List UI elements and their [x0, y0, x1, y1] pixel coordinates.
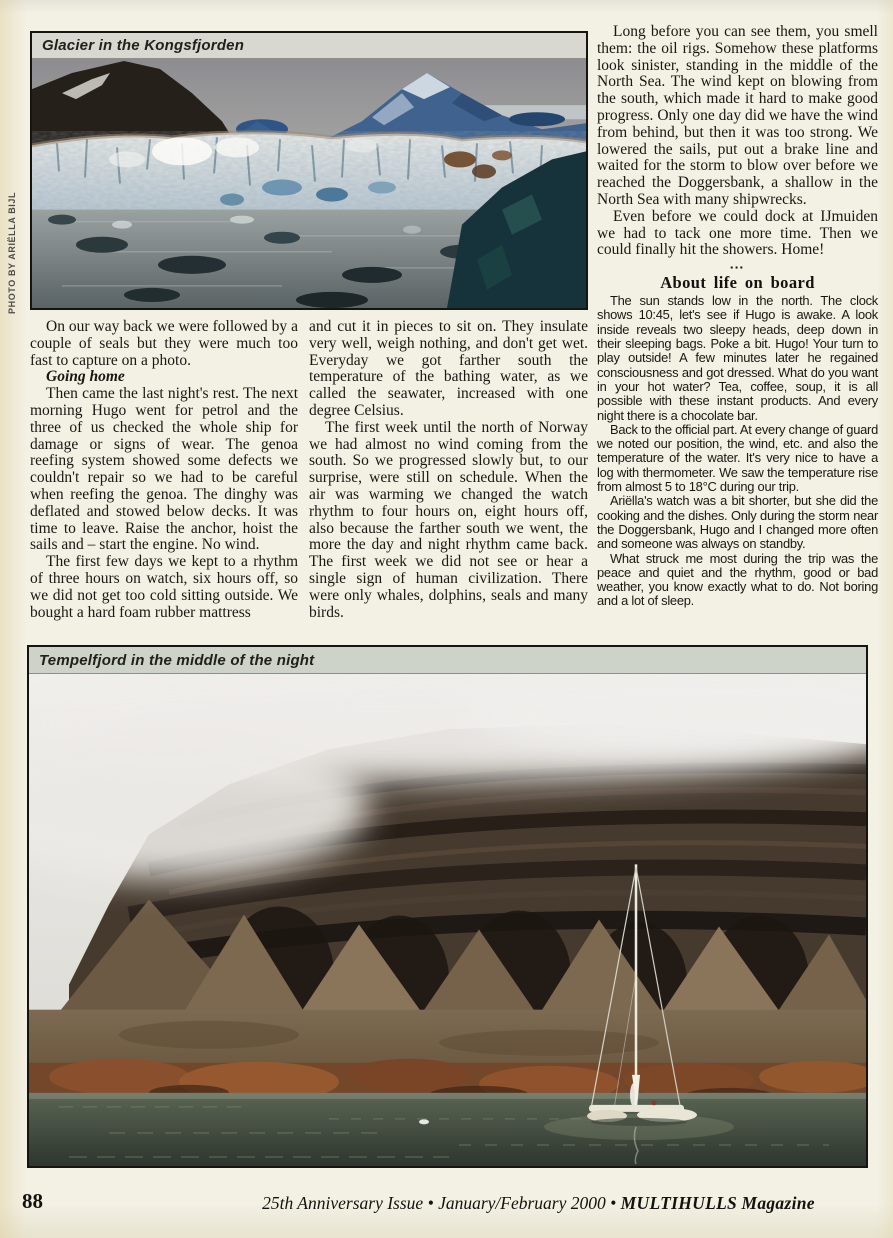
- paragraph: The first week until the north of Norway we had almost no wind coming from the south. So we progressed slowly but, to our surprise, were still on schedule. When the air was warming we changed the watch rhythm to four hours on, eight hours off, also because the farther south we went, the more the day and night rhythm came back. The first week we did not see or hear a single sign of human civilization. There were only whales, dolphins, seals and many birds.: [309, 418, 588, 621]
- column-right: [597, 24, 878, 609]
- footer-bullet: •: [427, 1193, 434, 1213]
- paragraph: Back to the official part. At every change of guard we noted our position, the wind, etc. and also the temperature of the water. It's very nice to have a log with thermometer. We saw the temperature rise from almost 5 to 18°C during our trip.: [597, 421, 878, 495]
- footer-magazine-name: MULTIHULLS: [620, 1193, 738, 1213]
- section-separator: ▪▪▪: [730, 263, 745, 273]
- paragraph: Ariëlla's watch was a bit shorter, but she did the cooking and the dishes. Only during the storm near the Doggersbank, Hugo and I changed more often and someone was always on standby.: [597, 493, 878, 552]
- footer-bullet: •: [610, 1193, 617, 1213]
- glacier-photo-illustration: [32, 59, 586, 308]
- paragraph: and cut it in pieces to sit on. They insulate very well, weigh nothing, and don't get wet. Everyday we got farther south the temperature of the bathing water, as we called the seawater, increased with one degree Celsius.: [309, 318, 588, 419]
- tempelfjord-photo-caption: Tempelfjord in the middle of the night: [29, 647, 866, 674]
- footer-magazine-word: Magazine: [741, 1193, 815, 1213]
- subheading-going-home: Going home: [46, 368, 125, 386]
- paragraph: Even before we could dock at IJmuiden we had to tack one more time. Then we could finally hit the showers. Home!: [597, 207, 878, 259]
- paragraph: The first few days we kept to a rhythm of three hours on watch, six hours off, so we did not get too cold sitting outside. We bought a hard foam rubber mattress: [30, 553, 298, 621]
- footer-issue: 25th Anniversary Issue: [262, 1193, 424, 1213]
- paragraph: The sun stands low in the north. The clock shows 10:45, let's see if Hugo is awake. A look inside reveals two sleepy heads, deep down in their sleeping bags. Poke a bit. Hugo! Your turn to play outside! A few minutes later he regained consciousness and got dressed. What do you want in your hot water? Tea, coffee, soup, it is all possible with these instant products. And every night there is a chocolate bar.: [597, 293, 878, 423]
- tempelfjord-photo-illustration: [29, 674, 866, 1166]
- glacier-photo-caption: Glacier in the Kongsfjorden: [32, 33, 586, 59]
- paragraph: Long before you can see them, you smell them: the oil rigs. Somehow these platforms look sinister, standing in the middle of the North Sea. The wind kept on blowing from the south, which made it hard to make good progress. Only one day did we have the wind from behind, but then it was too strong. We lowered the sails, put out a brake line and waited for the storm to blow over before we reached the Doggersbank, a shallow in the North Sea with many shipwrecks.: [597, 23, 878, 208]
- column-middle: [309, 319, 588, 621]
- tempelfjord-photo: [27, 645, 868, 1168]
- footer-date: January/February 2000: [438, 1193, 606, 1213]
- paragraph: What struck me most during the trip was the peace and quiet and the rhythm, good or bad weather, you know exactly what to do. Not boring and a lot of sleep.: [597, 550, 878, 609]
- water-graphic: [29, 1093, 866, 1166]
- photo-credit: PHOTO BY ARIËLLA BIJL: [7, 191, 17, 314]
- shore-graphic: [29, 1010, 866, 1104]
- glacier-photo: [30, 31, 588, 310]
- paragraph: Then came the last night's rest. The next morning Hugo went for petrol and the three of us checked the whole ship for damage or signs of wear. The genoa reefing system showed some defects we couldn't repair so we had to be careful when reefing the genoa. The dinghy was deflated and stowed below decks. It was time to leave. Raise the anchor, hoist the sails and – start the engine. No wind.: [30, 385, 298, 554]
- paragraph: On our way back we were followed by a couple of seals but they were much too fast to capture on a photo.: [30, 318, 298, 369]
- footer-line: [200, 1192, 877, 1214]
- page-number: 88: [22, 1189, 43, 1213]
- column-left: [30, 319, 298, 621]
- section-heading: About life on board: [660, 273, 815, 293]
